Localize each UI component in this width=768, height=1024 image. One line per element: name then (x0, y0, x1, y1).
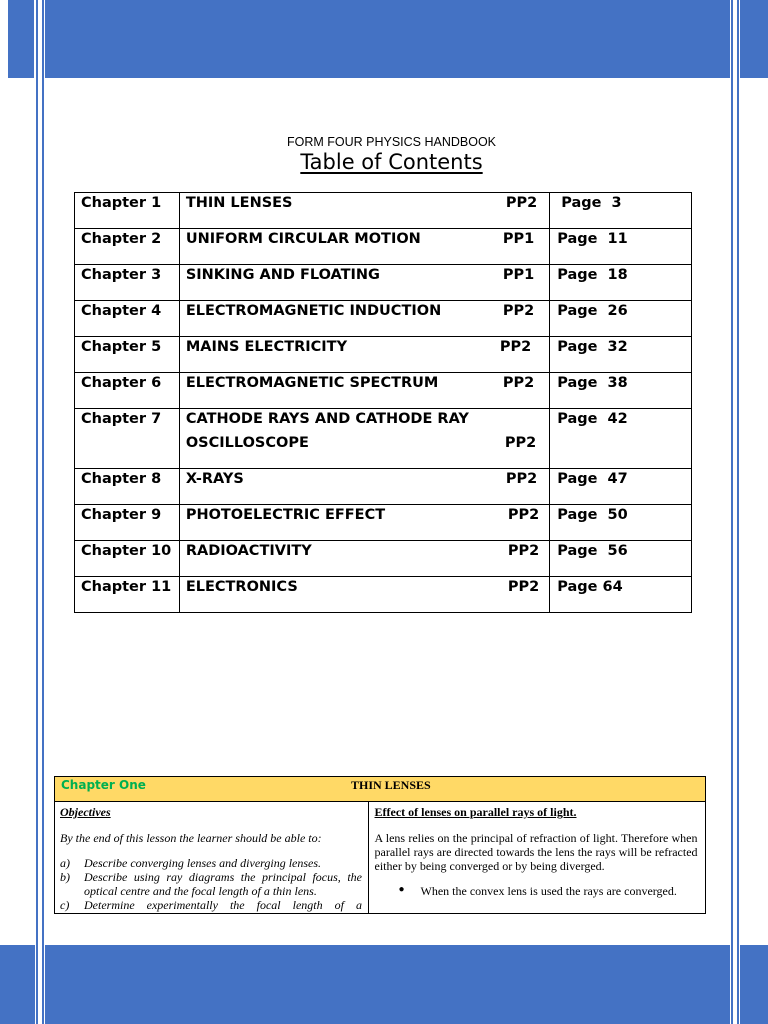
bottom-band-left (0, 945, 35, 1024)
toc-page-cell (550, 301, 692, 337)
toc-row (75, 301, 692, 337)
toc-topic-cell (179, 577, 549, 613)
toc-topic-cell (179, 301, 549, 337)
toc-chapter-cell (75, 373, 180, 409)
toc-chapter-cell (75, 337, 180, 373)
toc-paper: PP2 (504, 435, 537, 451)
objective-marker: a) (60, 856, 70, 870)
toc-paper: PP1 (502, 231, 535, 247)
toc-chapter-cell (75, 541, 180, 577)
objective-text: Describe converging lenses and diverging lenses. (84, 856, 322, 870)
toc-page: Page 32 (557, 339, 628, 355)
toc-topic-continued: OSCILLOSCOPE (185, 435, 309, 451)
objectives-cell (55, 802, 369, 914)
toc-page-cell (550, 469, 692, 505)
objectives-intro: By the end of this lesson the learner should be able to: (60, 831, 322, 845)
top-band-right (740, 0, 768, 78)
top-band (45, 0, 730, 78)
toc-chapter: Chapter 2 (81, 231, 162, 247)
toc-topic-cell (179, 541, 549, 577)
toc-chapter: Chapter 8 (81, 471, 162, 487)
toc-page: Page 50 (557, 507, 628, 523)
toc-topic: ELECTROMAGNETIC SPECTRUM (185, 375, 439, 391)
toc-chapter: Chapter 7 (81, 411, 162, 427)
toc-row (75, 577, 692, 613)
toc-topic: PHOTOELECTRIC EFFECT (185, 507, 386, 523)
toc-chapter-cell (75, 469, 180, 505)
toc-paper: PP2 (505, 195, 538, 211)
toc-topic-cell (179, 193, 549, 229)
toc-topic: SINKING AND FLOATING (185, 267, 380, 283)
toc-chapter: Chapter 10 (81, 543, 172, 559)
objective-text: Describe using ray diagrams the principal focus, the optical centre and the focal length of a thin lens. (84, 870, 362, 898)
objective-marker: b) (60, 870, 70, 884)
bullet-text: When the convex lens is used the rays are converged. (420, 884, 677, 898)
objective-marker: c) (60, 898, 70, 912)
objective-item (60, 898, 362, 912)
toc-row (75, 469, 692, 505)
toc-row (75, 373, 692, 409)
lesson-title: THIN LENSES (351, 778, 431, 792)
toc-chapter-cell (75, 193, 180, 229)
toc-topic-cell (179, 337, 549, 373)
toc-row (75, 505, 692, 541)
toc-topic: UNIFORM CIRCULAR MOTION (185, 231, 421, 247)
toc-chapter-cell (75, 577, 180, 613)
toc-chapter-cell (75, 265, 180, 301)
lesson-header (55, 777, 706, 802)
toc-topic-cell (179, 505, 549, 541)
toc-paper: PP2 (502, 375, 535, 391)
toc-chapter: Chapter 9 (81, 507, 162, 523)
bullet-dot-icon: ● (398, 884, 405, 895)
bottom-band-right (740, 945, 768, 1024)
toc-chapter: Chapter 5 (81, 339, 162, 355)
toc-topic: MAINS ELECTRICITY (185, 339, 348, 355)
toc-page-cell (550, 505, 692, 541)
toc-chapter: Chapter 3 (81, 267, 162, 283)
toc-topic: RADIOACTIVITY (185, 543, 312, 559)
toc-paper: PP2 (505, 471, 538, 487)
bottom-band (45, 945, 730, 1024)
toc-topic-cell (179, 469, 549, 505)
toc-page-cell (550, 577, 692, 613)
toc-page: Page 38 (557, 375, 628, 391)
toc-topic-cell (179, 409, 549, 469)
toc-page: Page 18 (557, 267, 628, 283)
toc-page: Page 26 (557, 303, 628, 319)
toc-row (75, 409, 692, 469)
toc-topic: ELECTRONICS (185, 579, 298, 595)
toc-chapter: Chapter 1 (81, 195, 162, 211)
toc-paper: PP2 (507, 507, 540, 523)
effect-cell (368, 802, 705, 914)
toc-page-cell (550, 373, 692, 409)
toc-page: Page 3 (561, 195, 622, 211)
toc-chapter: Chapter 4 (81, 303, 162, 319)
objective-text: Determine experimentally the focal length of a (84, 898, 362, 912)
toc-page: Page 56 (557, 543, 628, 559)
toc-row (75, 193, 692, 229)
toc-topic: CATHODE RAYS AND CATHODE RAY (185, 411, 469, 427)
toc-topic: ELECTROMAGNETIC INDUCTION (185, 303, 442, 319)
toc-row (75, 337, 692, 373)
table-of-contents (74, 192, 692, 613)
toc-topic-cell (179, 373, 549, 409)
toc-chapter-cell (75, 301, 180, 337)
objectives-list (60, 856, 362, 912)
top-band-left (8, 0, 34, 78)
toc-chapter-cell (75, 505, 180, 541)
toc-page: Page 42 (557, 411, 628, 427)
toc-chapter: Chapter 11 (81, 579, 172, 595)
toc-chapter-cell (75, 409, 180, 469)
toc-paper: PP2 (502, 303, 535, 319)
toc-row (75, 229, 692, 265)
effect-heading: Effect of lenses on parallel rays of light. (374, 805, 577, 819)
handbook-subtitle: FORM FOUR PHYSICS HANDBOOK (286, 135, 497, 149)
toc-page-cell (550, 337, 692, 373)
toc-page-cell (550, 193, 692, 229)
toc-paper: PP2 (507, 543, 540, 559)
toc-page: Page 11 (557, 231, 628, 247)
toc-page: Page 47 (557, 471, 628, 487)
toc-paper: PP2 (507, 579, 540, 595)
effect-paragraph: A lens relies on the principal of refraction of light. Therefore when parallel rays are directed towards the lens the rays will be refracted either by being converged or by being diverged. (374, 831, 698, 873)
toc-page-cell (550, 541, 692, 577)
toc-chapter-cell (75, 229, 180, 265)
toc-chapter: Chapter 6 (81, 375, 162, 391)
toc-paper: PP2 (499, 339, 532, 355)
toc-row (75, 541, 692, 577)
objective-item (60, 856, 362, 870)
toc-page: Page 64 (557, 579, 623, 595)
toc-paper: PP1 (502, 267, 535, 283)
toc-page-cell (550, 409, 692, 469)
toc-page-cell (550, 229, 692, 265)
toc-topic-cell (179, 265, 549, 301)
toc-topic: THIN LENSES (185, 195, 293, 211)
lesson-chapter-label: Chapter One (61, 778, 146, 792)
toc-row (75, 265, 692, 301)
toc-topic: X-RAYS (185, 471, 244, 487)
page-title: Table of Contents (300, 150, 483, 174)
lesson-table (54, 776, 706, 914)
objectives-heading: Objectives (60, 805, 111, 819)
toc-page-cell (550, 265, 692, 301)
toc-topic-cell (179, 229, 549, 265)
objective-item (60, 870, 362, 898)
